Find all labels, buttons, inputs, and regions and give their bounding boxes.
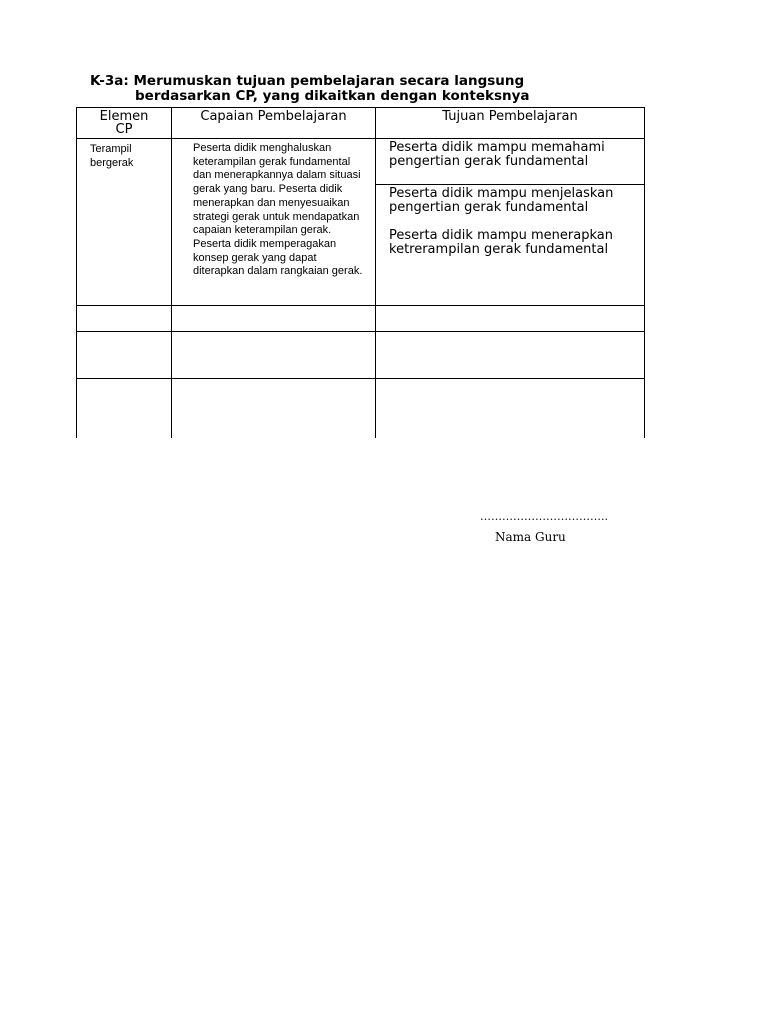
header-elemen-cp: [77, 110, 171, 136]
header-elemen-line1: Elemen: [99, 109, 149, 124]
title-line-1: K-3a: Merumuskan tujuan pembelajaran secara langsung: [90, 73, 525, 89]
table-row2-divider: [76, 331, 645, 332]
table-header-divider: [76, 138, 645, 139]
table-border-left: [76, 107, 77, 438]
table-border-top: [76, 107, 645, 108]
title-line-2: berdasarkan CP, yang dikaitkan dengan konteksnya: [135, 88, 530, 104]
row1-tujuan-3: Peserta didik mampu menerapkan ketrerampilan gerak fundamental: [389, 228, 613, 257]
header-capaian-pembelajaran: Capaian Pembelajaran: [200, 109, 347, 124]
row1-tujuan-1: Peserta didik mampu memahami pengertian gerak fundamental: [389, 140, 605, 169]
document-title: [90, 74, 650, 104]
row1-capaian: Peserta didik menghaluskan keterampilan gerak fundamental dan menerapkannya dalam situasi gerak yang baru. Peserta didik menerapkan dan menyesuaikan strategi gerak untuk mendapatkan capaian keterampilan gerak. Peserta didik memperagakan konsep gerak yang dapat diterapkan dalam rangkaian gerak.: [193, 142, 363, 278]
table-col-divider-1: [171, 107, 172, 438]
table-row3-divider: [76, 378, 645, 379]
row1-tujuan-2: Peserta didik mampu menjelaskan pengertian gerak fundamental: [389, 186, 614, 215]
learning-objectives-table: [76, 107, 645, 438]
row1-elemen-line1: Terampil: [90, 143, 132, 155]
header-tujuan-pembelajaran: Tujuan Pembelajaran: [442, 109, 578, 124]
row1-elemen-line2: bergerak: [90, 156, 134, 169]
header-elemen-line2: CP: [115, 122, 133, 137]
table-border-right: [644, 107, 645, 438]
table-row1-divider: [76, 305, 645, 306]
signature-name: Nama Guru: [495, 530, 566, 544]
table-col-divider-2: [375, 107, 376, 438]
tujuan-split-divider: [375, 184, 645, 185]
signature-line: ……………………………..: [480, 510, 608, 523]
row1-elemen: [90, 143, 170, 170]
